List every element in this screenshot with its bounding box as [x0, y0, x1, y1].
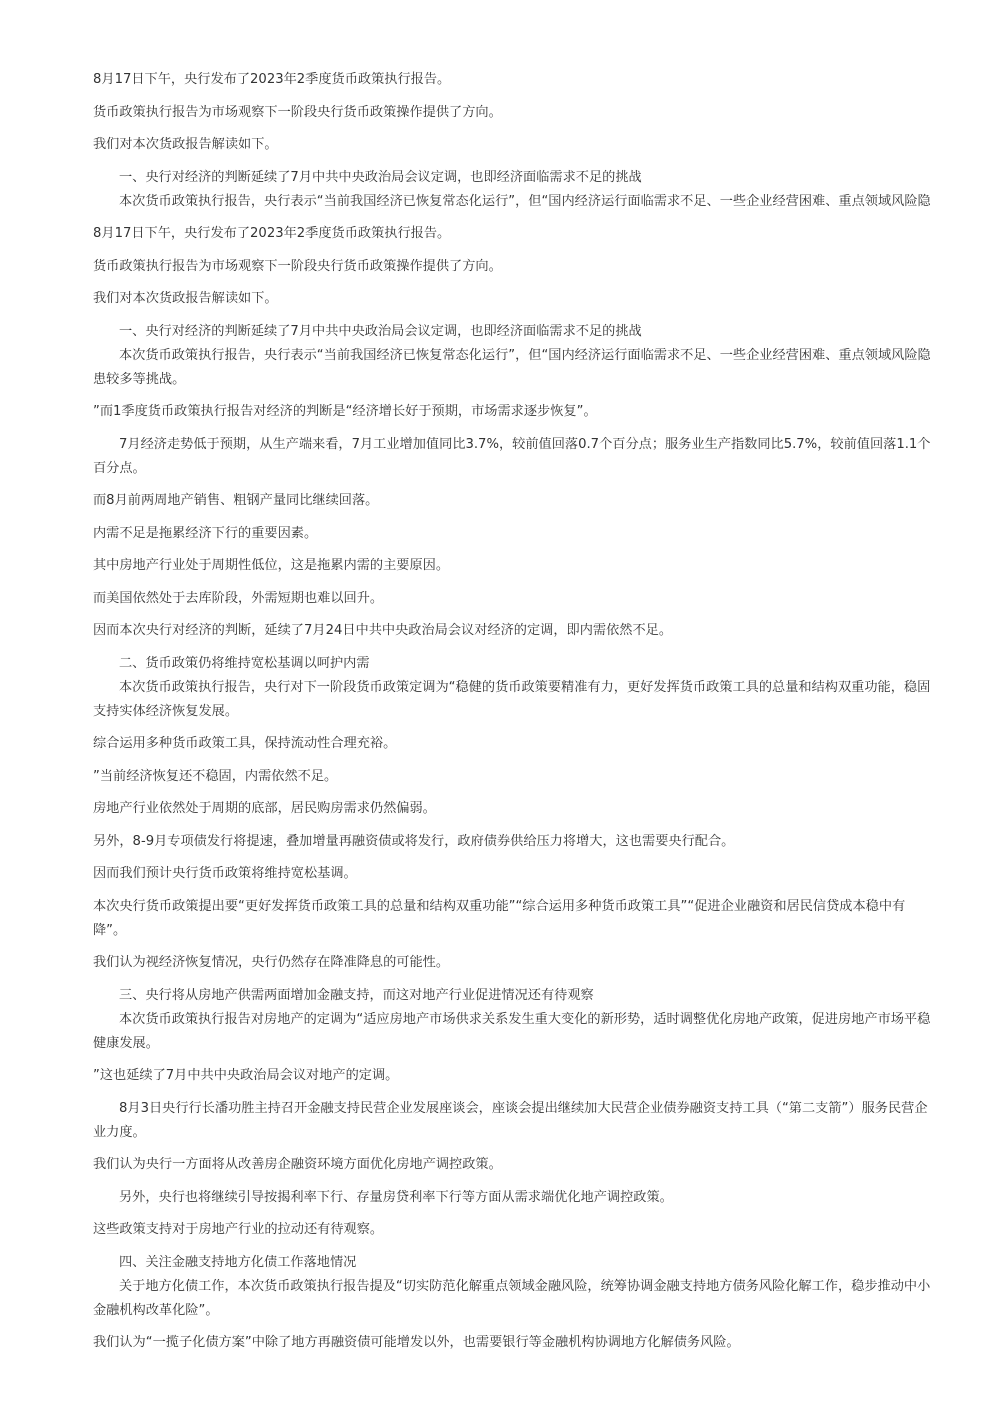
text-line: ”而1季度货币政策执行报告对经济的判断是“经济增长好于预期，市场需求逐步恢复”。 [93, 404, 597, 419]
text-line: 8月17日下午，央行发布了2023年2季度货币政策执行报告。 [93, 226, 451, 241]
section [93, 166, 950, 214]
text-line: 降”。 [93, 922, 127, 938]
text-line: 7月经济走势低于预期，从生产端来看，7月工业增加值同比3.7%，较前值回落0.7个百分点；服务业生产指数同比5.7%，较前值回落1.1个 [119, 436, 931, 452]
section-heading: 二、货币政策仍将维持宽松基调以呵护内需 [119, 655, 370, 671]
text-line: 这些政策支持对于房地产行业的拉动还有待观察。 [93, 1222, 384, 1237]
paragraph [93, 489, 950, 513]
text-line: 我们对本次货政报告解读如下。 [93, 137, 278, 152]
text-line: 业力度。 [93, 1124, 146, 1140]
text-line: 货币政策执行报告为市场观察下一阶段央行货币政策操作提供了方向。 [93, 104, 502, 120]
paragraph [93, 400, 950, 424]
text-line: 8月3日央行行长潘功胜主持召开金融支持民营企业发展座谈会，座谈会提出继续加大民营企业债券融资支持工具（“第二支箭”）服务民营企 [119, 1100, 928, 1116]
paragraph [93, 522, 950, 546]
paragraph [93, 830, 950, 854]
text-line: 因而我们预计央行货币政策将维持宽松基调。 [93, 866, 357, 881]
text-line: 我们认为央行一方面将从改善房企融资环境方面优化房地产调控政策。 [93, 1157, 502, 1172]
text-line: 支持实体经济恢复发展。 [93, 703, 239, 719]
paragraph [93, 222, 950, 246]
paragraph [93, 862, 950, 886]
paragraph [93, 797, 950, 821]
text-line: 本次货币政策执行报告，央行对下一阶段货币政策定调为“稳健的货币政策要精准有力，更好发挥货币政策工具的总量和结构双重功能，稳固 [119, 679, 931, 695]
paragraph [93, 554, 950, 578]
text-line: 金融机构改革化险”。 [93, 1302, 219, 1318]
text-line: 我们认为“一揽子化债方案”中除了地方再融资债可能增发以外，也需要银行等金融机构协调地方化解债务风险。 [93, 1335, 740, 1350]
text-line: 本次货币政策执行报告，央行表示“当前我国经济已恢复常态化运行”，但“国内经济运行面临需求不足、一些企业经营困难、重点领域风险隐 [119, 193, 931, 209]
text-line: 因而本次央行对经济的判断，延续了7月24日中共中央政治局会议对经济的定调，即内需依然不足。 [93, 623, 673, 638]
text-line: 患较多等挑战。 [93, 371, 186, 387]
text-line: 而8月前两周地产销售、粗钢产量同比继续回落。 [93, 493, 379, 508]
text-line: 关于地方化债工作，本次货币政策执行报告提及“切实防范化解重点领域金融风险，统筹协调金融支持地方债务风险化解工作，稳步推动中小 [119, 1278, 931, 1294]
text-line: 内需不足是拖累经济下行的重要因素。 [93, 525, 318, 541]
paragraph [93, 951, 950, 975]
text-line: ”这也延续了7月中共中央政治局会议对地产的定调。 [93, 1068, 399, 1083]
paragraph [93, 133, 950, 157]
paragraph [93, 1064, 950, 1088]
document-body [93, 68, 950, 1364]
paragraph [93, 619, 950, 643]
text-line: 本次货币政策执行报告对房地产的定调为“适应房地产市场供求关系发生重大变化的新形势，适时调整优化房地产政策，促进房地产市场平稳 [119, 1011, 931, 1027]
paragraph [93, 255, 950, 279]
paragraph [93, 895, 950, 943]
paragraph [93, 732, 950, 756]
paragraph [93, 433, 950, 481]
text-line: 8月17日下午，央行发布了2023年2季度货币政策执行报告。 [93, 72, 451, 87]
paragraph [93, 1097, 950, 1145]
text-line: 货币政策执行报告为市场观察下一阶段央行货币政策操作提供了方向。 [93, 258, 502, 274]
paragraph [93, 1331, 950, 1355]
section [93, 320, 950, 392]
paragraph [93, 1186, 950, 1210]
paragraph [93, 1218, 950, 1242]
section-heading: 四、关注金融支持地方化债工作落地情况 [119, 1254, 357, 1270]
section-heading: 三、央行将从房地产供需两面增加金融支持，而这对地产行业促进情况还有待观察 [119, 987, 594, 1003]
section [93, 652, 950, 724]
paragraph [93, 1153, 950, 1177]
paragraph [93, 287, 950, 311]
text-line: 本次央行货币政策提出要“更好发挥货币政策工具的总量和结构双重功能”“综合运用多种货币政策工具”“促进企业融资和居民信贷成本稳中有 [93, 898, 906, 914]
text-line: 而美国依然处于去库阶段，外需短期也难以回升。 [93, 590, 384, 606]
section-heading: 一、央行对经济的判断延续了7月中共中央政治局会议定调，也即经济面临需求不足的挑战 [119, 323, 642, 339]
paragraph [93, 68, 950, 92]
section-heading: 一、央行对经济的判断延续了7月中共中央政治局会议定调，也即经济面临需求不足的挑战 [119, 169, 642, 185]
section [93, 984, 950, 1056]
text-line: 健康发展。 [93, 1035, 159, 1051]
text-line: ”当前经济恢复还不稳固，内需依然不足。 [93, 768, 338, 784]
text-line: 综合运用多种货币政策工具，保持流动性合理充裕。 [93, 736, 397, 751]
paragraph [93, 587, 950, 611]
text-line: 房地产行业依然处于周期的底部，居民购房需求仍然偏弱。 [93, 801, 436, 816]
text-line: 我们认为视经济恢复情况，央行仍然存在降准降息的可能性。 [93, 955, 450, 970]
text-line: 百分点。 [93, 460, 146, 476]
text-line: 其中房地产行业处于周期性低位，这是拖累内需的主要原因。 [93, 558, 450, 573]
text-line: 另外，8-9月专项债发行将提速，叠加增量再融资债或将发行，政府债券供给压力将增大，这也需要央行配合。 [93, 833, 735, 849]
text-line: 本次货币政策执行报告，央行表示“当前我国经济已恢复常态化运行”，但“国内经济运行面临需求不足、一些企业经营困难、重点领域风险隐 [119, 347, 931, 363]
text-line: 另外，央行也将继续引导按揭利率下行、存量房贷利率下行等方面从需求端优化地产调控政策。 [119, 1189, 673, 1205]
text-line: 我们对本次货政报告解读如下。 [93, 291, 278, 306]
paragraph [93, 765, 950, 789]
section [93, 1251, 950, 1323]
paragraph [93, 101, 950, 125]
